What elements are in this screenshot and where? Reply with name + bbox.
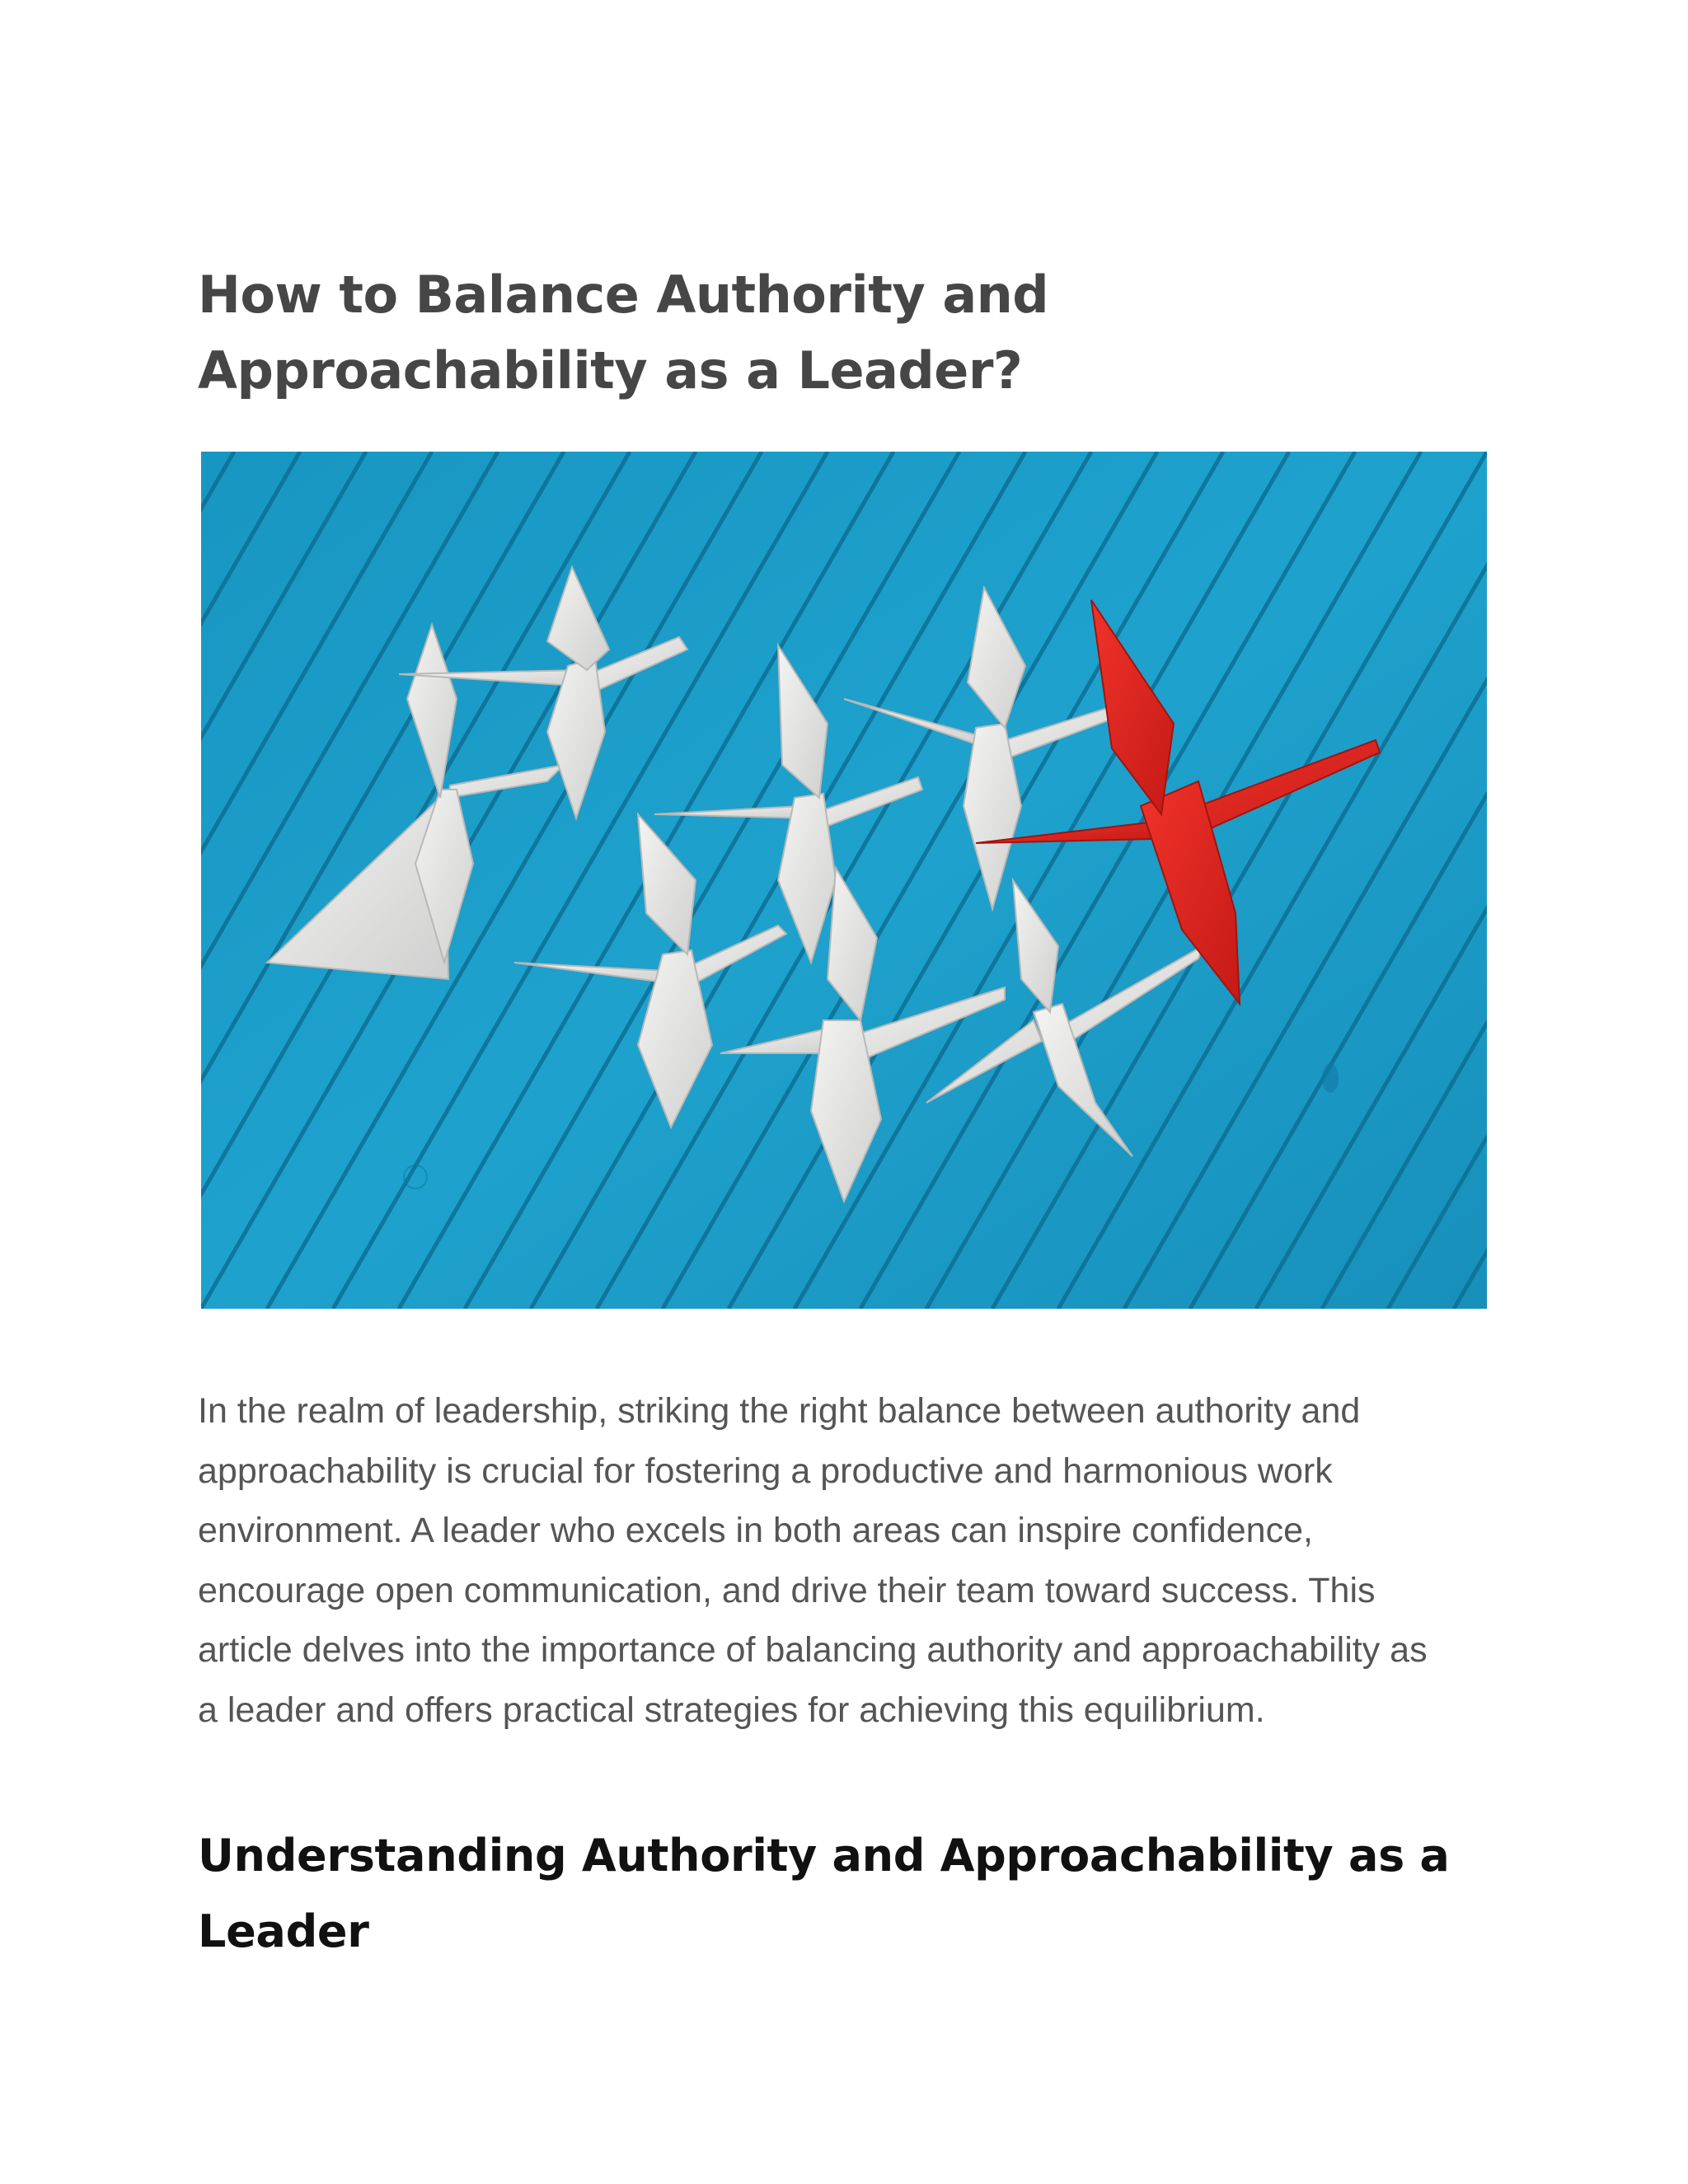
page-title: How to Balance Authority and Approachability as a Leader? <box>198 265 1049 401</box>
intro-paragraph: In the realm of leadership, striking the right balance between authority and approachability is crucial for fostering a productive and harmonious work environment. A leader who excels in both areas can inspire confidence, encourage open communication, and drive their team toward success. This article delves into the importance of balancing authority and approachability as a leader and offers practical strategies for achieving this equilibrium. <box>198 1391 1428 1730</box>
section-heading: Understanding Authority and Approachability as a Leader <box>198 1830 1450 1957</box>
origami-cranes-image <box>201 452 1487 1309</box>
